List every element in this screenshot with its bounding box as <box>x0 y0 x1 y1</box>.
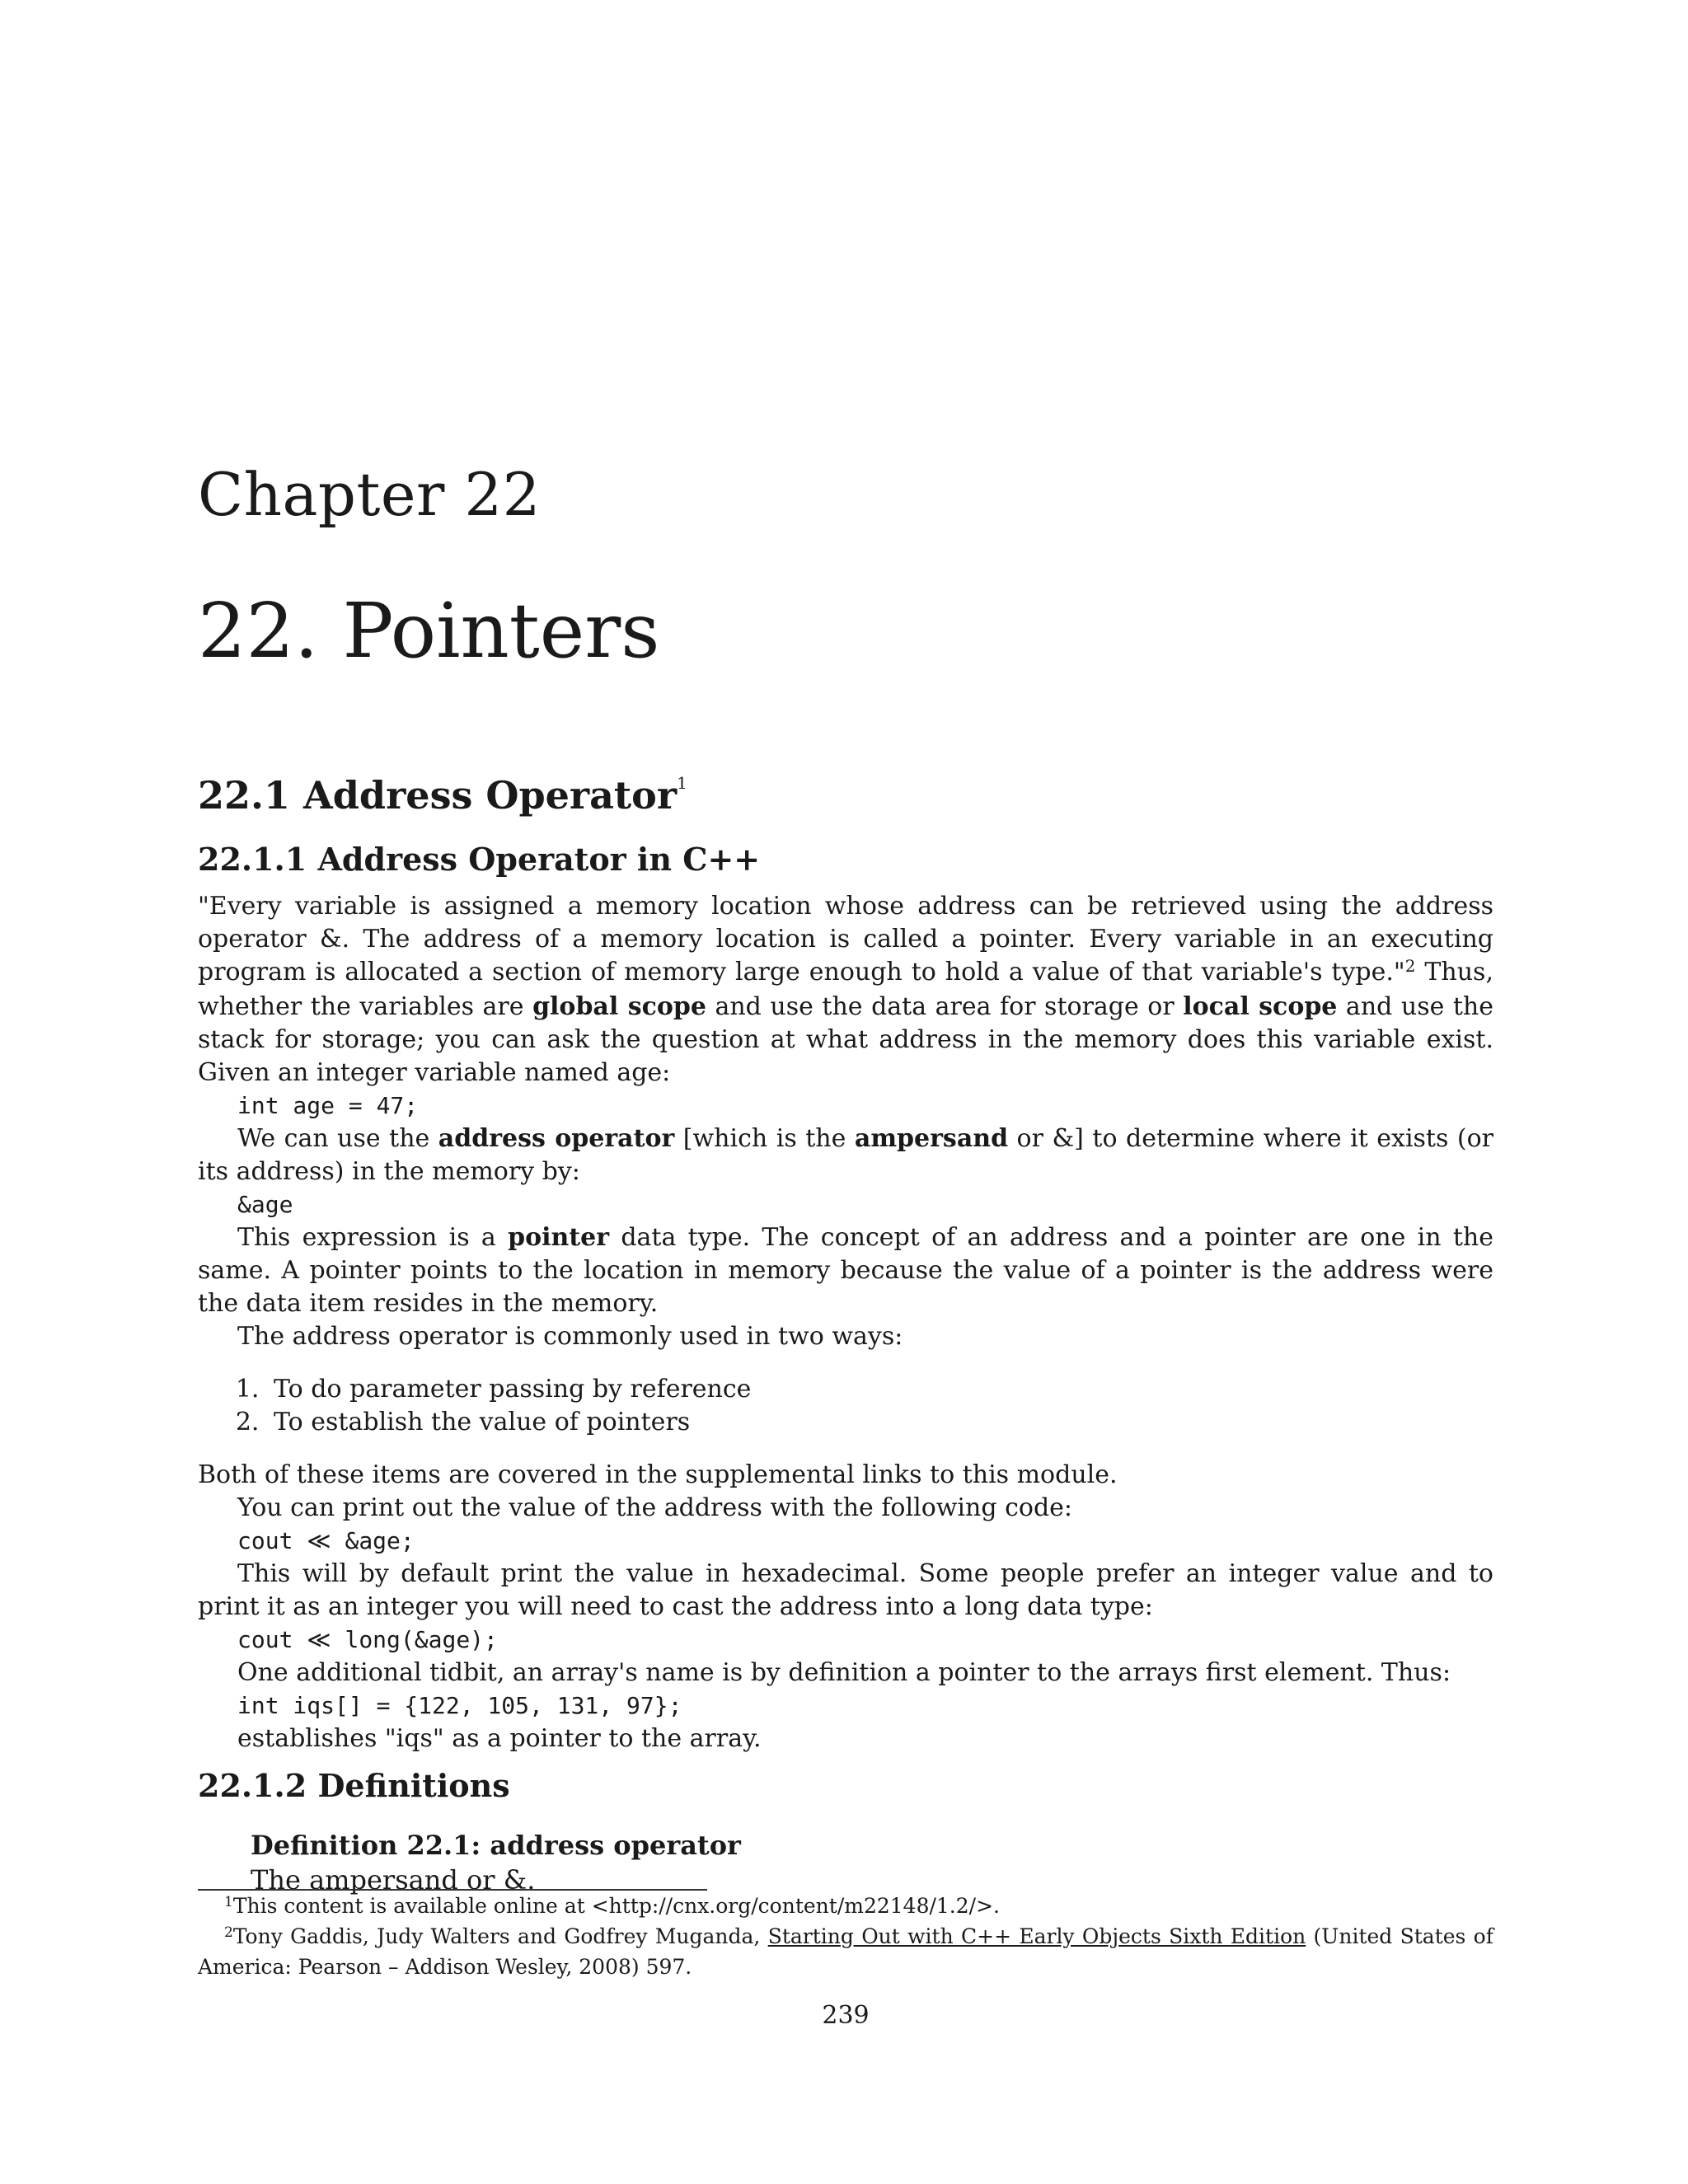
paragraph-5: Both of these items are covered in the supplemental links to this module. <box>198 1460 1118 1489</box>
paragraph-2-text-a: We can use the <box>237 1124 438 1153</box>
paragraph-1 <box>198 890 1493 1090</box>
paragraph-9: establishes "iqs" as a pointer to the array. <box>237 1724 762 1753</box>
code-line-4: cout ≪ long(&age); <box>237 1626 498 1653</box>
definition-block <box>251 1828 741 1897</box>
footnote-2-publisher: (United States of America: Pearson – Addison Wesley, 2008) 597. <box>198 1924 1493 1979</box>
paragraph-1-text-c: and use the data area for storage or <box>706 992 1184 1021</box>
paragraph-4: The address operator is commonly used in two ways: <box>237 1322 903 1351</box>
footnote-1 <box>198 1892 1493 1923</box>
subsection-title-definitions: 22.1.2 Definitions <box>198 1767 510 1804</box>
paragraph-1-text-d: and use the stack for storage; you can ask the question at what address in the memory does this variable exist. Given an integer variable named age: <box>198 992 1494 1087</box>
page-number: 239 <box>822 2001 870 2030</box>
paragraph-2-text-c: or &] to determine where it exists (or its address) in the memory by: <box>198 1124 1494 1186</box>
section-title-text: 22.1 Address Operator <box>198 773 678 818</box>
section-title <box>198 773 687 818</box>
section-footnote-ref[interactable]: 1 <box>677 772 687 793</box>
code-line-5: int iqs[] = {122, 105, 131, 97}; <box>237 1692 682 1719</box>
paragraph-3-text-a: This expression is a <box>237 1223 509 1252</box>
footnote-2-book-title: Starting Out with C++ Early Objects Sixth Edition <box>767 1924 1306 1948</box>
code-line-3: cout ≪ &age; <box>237 1527 415 1554</box>
term-global-scope: global scope <box>532 992 706 1021</box>
footnote-2-authors: Tony Gaddis, Judy Walters and Godfrey Muganda, <box>232 1924 768 1948</box>
chapter-label: Chapter 22 <box>198 460 541 529</box>
definition-text: The ampersand or &. <box>251 1864 536 1896</box>
paragraph-3 <box>198 1221 1493 1320</box>
list-item: 1. To do parameter passing by reference <box>267 1373 1493 1406</box>
paragraph-1-quote: "Every variable is assigned a memory location whose address can be retrieved using the address operator &. The address of a memory location is called a pointer. Every variable in an executing program is allocated a section of memory large enough to hold a value of that variable's type." <box>198 892 1493 987</box>
term-local-scope: local scope <box>1183 992 1338 1021</box>
code-line-1: int age = 47; <box>237 1092 419 1119</box>
chapter-title: 22. Pointers <box>198 587 660 675</box>
paragraph-2 <box>198 1122 1493 1188</box>
code-line-2: &age <box>237 1191 293 1218</box>
term-address-operator: address operator <box>438 1124 675 1153</box>
paragraph-6: You can print out the value of the address with the following code: <box>237 1493 1073 1522</box>
usage-list <box>198 1373 1493 1439</box>
list-item: 2. To establish the value of pointers <box>267 1406 1493 1439</box>
footnote-divider <box>198 1889 707 1891</box>
paragraph-8: One additional tidbit, an array's name is by definition a pointer to the arrays first element. Thus: <box>237 1658 1451 1687</box>
footnote-1-text[interactable]: This content is available online at <http://cnx.org/content/m22148/1.2/>. <box>232 1894 1000 1918</box>
footnote-1-mark: 1 <box>224 1894 233 1910</box>
document-page <box>198 0 1493 2184</box>
footnote-2-mark: 2 <box>224 1924 233 1941</box>
paragraph-1-text-b: Thus, whether the variables are <box>198 958 1493 1021</box>
term-pointer: pointer <box>508 1223 610 1252</box>
paragraph-7: This will by default print the value in hexadecimal. Some people prefer an integer value and to print it as an integer you will need to cast the address into a long data type: <box>198 1559 1493 1621</box>
footnotes <box>198 1892 1493 1980</box>
subsection-title-address-operator: 22.1.1 Address Operator in C++ <box>198 841 761 878</box>
body-text <box>198 890 1493 1755</box>
definition-title: Definition 22.1: address operator <box>251 1830 741 1861</box>
term-ampersand: ampersand <box>854 1124 1009 1153</box>
footnote-2 <box>198 1923 1493 1980</box>
footnote-ref-2[interactable]: 2 <box>1404 956 1416 976</box>
paragraph-3-text-b: data type. The concept of an address and a pointer are one in the same. A pointer points to the location in memory because the value of a pointer is the address were the data item resides in the memory. <box>198 1223 1493 1318</box>
paragraph-2-text-b: [which is the <box>674 1124 855 1153</box>
